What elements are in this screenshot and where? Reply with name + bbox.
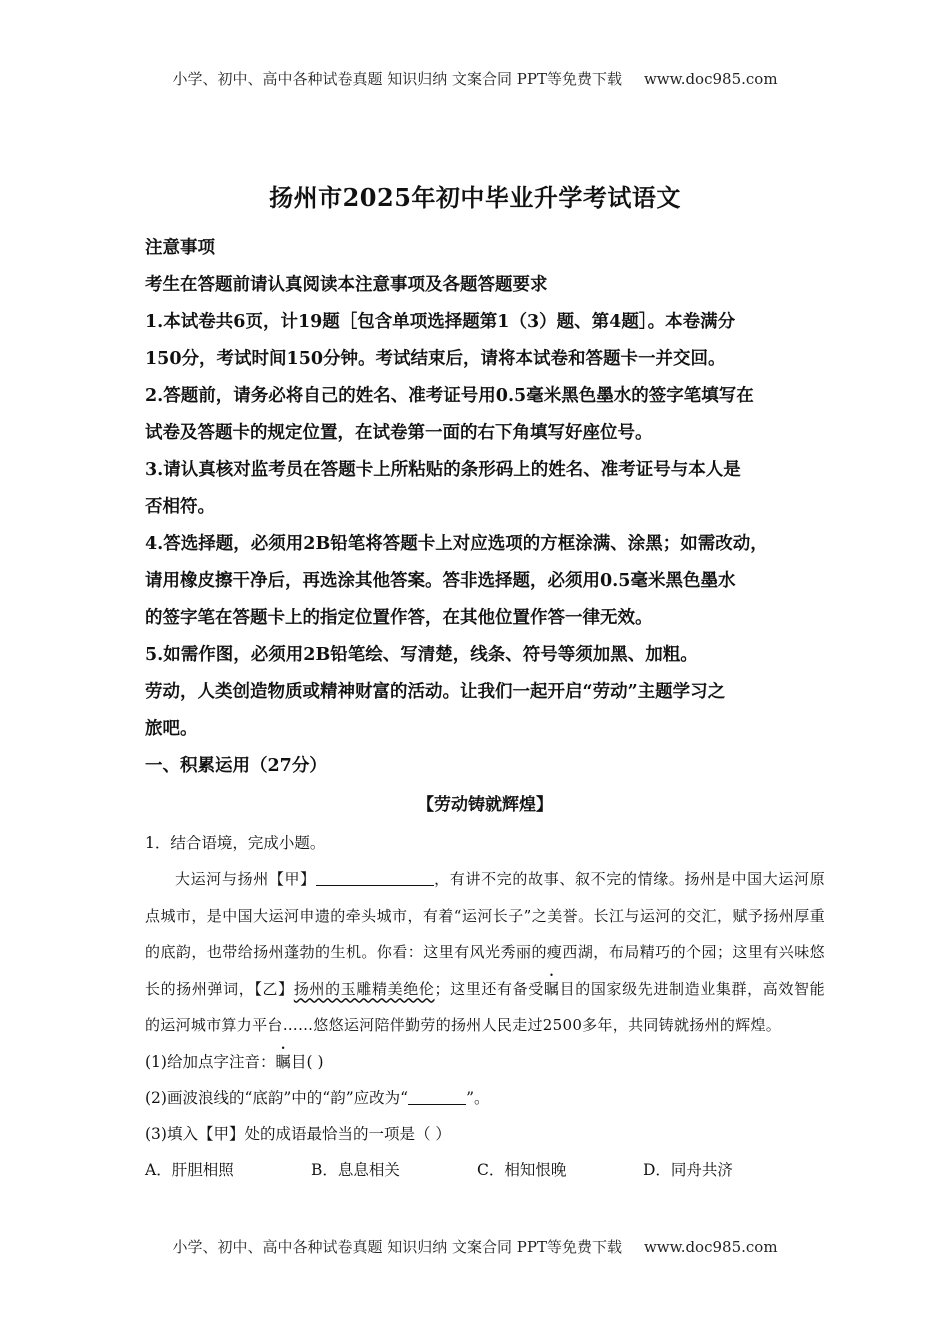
passage-text: 大运河与扬州【甲】: [175, 870, 316, 888]
footer-slogan: 小学、初中、高中各种试卷真题 知识归纳 文案合同 PPT等免费下载: [172, 1238, 622, 1256]
intro-line: 旅吧。: [145, 719, 198, 739]
blank-jia: [316, 867, 434, 886]
exam-title: 扬州市2025年初中毕业升学考试语文: [269, 183, 681, 212]
sub-question-suffix: ”。: [466, 1088, 490, 1107]
option-a: A．肝胆相照: [145, 1160, 234, 1179]
dotted-character: 瞩: [275, 1052, 291, 1071]
block-title: 【劳动铸就辉煌】: [417, 795, 553, 815]
intro-line: 劳动，人类创造物质或精神财富的活动。让我们一起开启“劳动”主题学习之: [145, 682, 726, 702]
footer-site-link[interactable]: www.doc985.com: [643, 1238, 778, 1256]
sub-question-2: [145, 1080, 825, 1116]
sub-question-prefix: (1)给加点字注音：: [145, 1052, 276, 1071]
passage-text: 目的国家级先进制造业集群，高效智能的运河城市算力平台……悠悠运河陪伴勤劳的扬州人民走过2500多年，共同铸就扬州的辉煌。: [145, 979, 825, 1034]
option-c: C．相知恨晚: [477, 1160, 567, 1179]
notice-line: 否相符。: [145, 497, 215, 517]
header-slogan: 小学、初中、高中各种试卷真题 知识归纳 文案合同 PPT等免费下载: [172, 70, 622, 88]
question-stem: 1．结合语境，完成小题。: [145, 834, 326, 852]
wavy-underlined-text: 扬州的玉雕精美绝伦: [293, 979, 435, 998]
notice-line: 5.如需作图，必须用2B铅笔绘、写清楚，线条、符号等须加黑、加粗。: [145, 645, 698, 665]
page-footer: [0, 1236, 950, 1257]
notice-line: 2.答题前，请务必将自己的姓名、准考证号用0.5毫米黑色墨水的签字笔填写在: [145, 386, 754, 406]
dotted-character: 瞩: [543, 979, 560, 998]
page-header: [0, 68, 950, 89]
answer-options: [145, 1152, 825, 1188]
notice-line: 4.答选择题，必须用2B铅笔将答题卡上对应选项的方框涂满、涂黑；如需改动，: [145, 534, 768, 554]
exam-content: [145, 230, 825, 1188]
option-b: B．息息相关: [311, 1160, 400, 1179]
sub-question-suffix: 目( ): [290, 1052, 324, 1071]
notice-line: 150分，考试时间150分钟。考试结束后，请将本试卷和答题卡一并交回。: [145, 349, 726, 369]
notice-line: 考生在答题前请认真阅读本注意事项及各题答题要求: [145, 275, 548, 295]
header-site-link[interactable]: www.doc985.com: [643, 70, 778, 88]
sub-question-1: [145, 1044, 825, 1080]
notice-line: 3.请认真核对监考员在答题卡上所粘贴的条形码上的姓名、准考证号与本人是: [145, 460, 741, 480]
sub-question-3: (3)填入【甲】处的成语最恰当的一项是（ ）: [145, 1124, 451, 1143]
reading-passage: [145, 861, 825, 1044]
notice-line: 的签字笔在答题卡上的指定位置作答，在其他位置作答一律无效。: [145, 608, 653, 628]
passage-text: ；这里还有备受: [434, 979, 544, 998]
passage-text: ，有讲不完的故事、叙不完的情缘。扬州是中国大运河原点城市，是中国大运河申遗的牵头城市，有着“运河长子”之美誉。长江与运河的交汇，赋予扬州厚重的底韵，也带给扬州蓬勃的生机。你看：这里有风光秀丽的瘦西湖，布局精巧的个园；这里有兴味悠长的扬州弹词，【乙】: [145, 870, 825, 998]
notice-line: 试卷及答题卡的规定位置，在试卷第一面的右下角填写好座位号。: [145, 423, 653, 443]
option-d: D．同舟共济: [643, 1160, 733, 1179]
notice-line: 1.本试卷共6页，计19题［包含单项选择题第1（3）题、第4题］。本卷满分: [145, 312, 736, 332]
answer-blank: [408, 1086, 466, 1105]
sub-question-prefix: (2)画波浪线的“底韵”中的“韵”应改为“: [145, 1088, 409, 1107]
notice-line: 请用橡皮擦干净后，再选涂其他答案。答非选择题，必须用0.5毫米黑色墨水: [145, 571, 736, 591]
notice-heading: 注意事项: [145, 238, 215, 258]
section-heading: 一、积累运用（27分）: [145, 756, 327, 776]
